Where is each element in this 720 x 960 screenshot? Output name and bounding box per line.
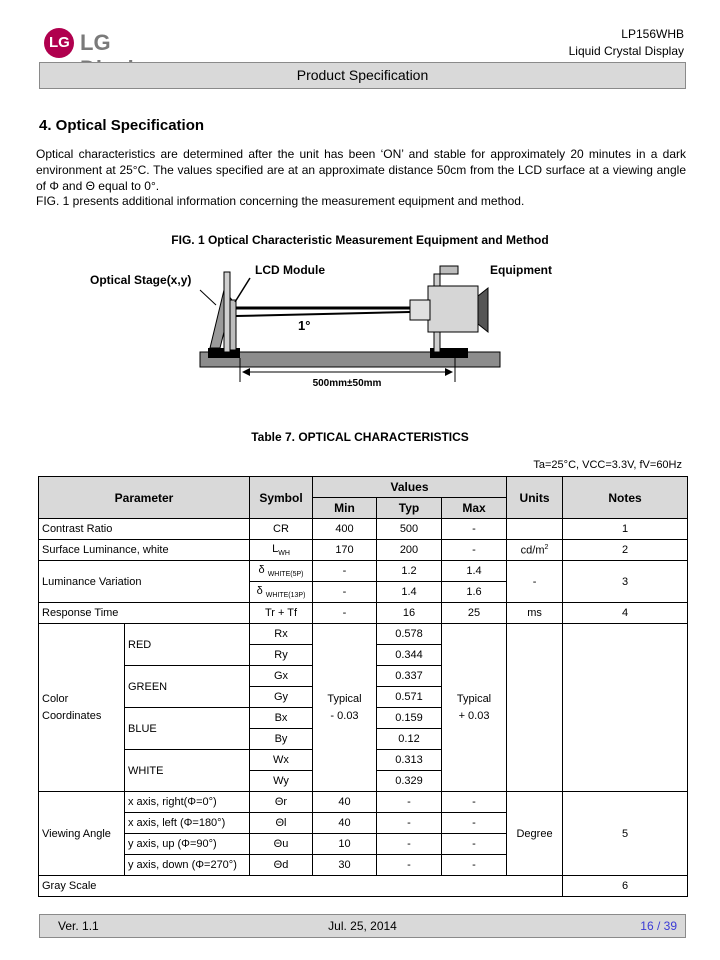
symbol-cr: CR xyxy=(250,519,313,540)
arrowhead-right xyxy=(445,368,453,376)
table-row-gray-scale xyxy=(39,876,688,897)
min-line: - 0.03 xyxy=(330,709,359,722)
header-row xyxy=(39,477,688,498)
header-typ: Typ xyxy=(377,498,442,519)
max-cell: 1.6 xyxy=(442,582,507,603)
model-number: LP156WHB xyxy=(621,27,684,41)
symbol-gx: Gx xyxy=(250,666,313,687)
intro-paragraph: Optical characteristics are determined after the unit has been ‘ON’ and stable for approximately 20 minutes in a dark environment at 25°C. The values specified are at an approximate distance 50cm from the LCD surface at a viewing angle of Φ and Θ equal to 0°. xyxy=(36,147,686,193)
units-cell: Degree xyxy=(507,792,563,876)
figure-reference: FIG. 1 presents additional information concerning the measurement equipment and method. xyxy=(36,194,525,208)
min-cell: 400 xyxy=(313,519,377,540)
note-cell: 4 xyxy=(563,603,688,624)
symbol-lwh xyxy=(250,540,313,561)
lg-logo-icon xyxy=(44,28,74,58)
symbol-theta-l: Θl xyxy=(250,813,313,834)
header-notes: Notes xyxy=(563,477,688,519)
symbol-main: δ xyxy=(256,584,263,597)
param-contrast: Contrast Ratio xyxy=(39,519,250,540)
equipment-body xyxy=(428,286,478,332)
symbol-wx: Wx xyxy=(250,750,313,771)
max-cell: 1.4 xyxy=(442,561,507,582)
table-row-contrast xyxy=(39,519,688,540)
max-cell: - xyxy=(442,519,507,540)
color-min-typical xyxy=(313,624,377,792)
equipment-eyepiece xyxy=(478,288,488,332)
units-cell: ms xyxy=(507,603,563,624)
min-cell: 40 xyxy=(313,813,377,834)
symbol-bx: Bx xyxy=(250,708,313,729)
table-row-response xyxy=(39,603,688,624)
symbol-theta-r: Θr xyxy=(250,792,313,813)
logo-text: LG xyxy=(80,30,111,55)
param-variation: Luminance Variation xyxy=(39,561,250,603)
model-info xyxy=(569,26,684,60)
param-viewing-angle: Viewing Angle xyxy=(39,792,125,876)
note-cell: 1 xyxy=(563,519,688,540)
distance-label: 500mm±50mm xyxy=(312,378,382,389)
table-title: Table 7. OPTICAL CHARACTERISTICS xyxy=(251,430,469,444)
color-group-green: GREEN xyxy=(125,666,250,708)
max-cell: - xyxy=(442,792,507,813)
lcd-pointer xyxy=(235,278,250,302)
symbol-delta-5p xyxy=(250,561,313,582)
color-group-blue: BLUE xyxy=(125,708,250,750)
param-gray-scale: Gray Scale xyxy=(39,876,563,897)
product-type: Liquid Crystal Display xyxy=(568,44,684,58)
beam-lower xyxy=(236,312,410,316)
param-luminance: Surface Luminance, white xyxy=(39,540,250,561)
symbol-main: δ xyxy=(258,563,265,576)
logo-mark: LG xyxy=(49,34,70,51)
header-symbol: Symbol xyxy=(250,477,313,519)
typ-cell: 0.571 xyxy=(377,687,442,708)
view-condition: y axis, up (Φ=90°) xyxy=(125,834,250,855)
symbol-trtf: Tr + Tf xyxy=(250,603,313,624)
view-condition: y axis, down (Φ=270°) xyxy=(125,855,250,876)
typ-cell: - xyxy=(377,855,442,876)
typ-cell: - xyxy=(377,792,442,813)
color-group-red: RED xyxy=(125,624,250,666)
note-cell: 5 xyxy=(563,792,688,876)
symbol-delta-13p xyxy=(250,582,313,603)
color-notes-empty xyxy=(563,624,688,792)
param-color-coordinates xyxy=(39,624,125,792)
typ-cell: 500 xyxy=(377,519,442,540)
typ-cell: 0.337 xyxy=(377,666,442,687)
min-line: Typical xyxy=(327,692,362,705)
units-cell xyxy=(507,540,563,561)
lg-display-logo xyxy=(44,28,194,60)
min-cell: - xyxy=(313,561,377,582)
label-optical-stage: Optical Stage(x,y) xyxy=(90,273,192,287)
max-line: Typical xyxy=(456,692,492,705)
typ-cell: 0.329 xyxy=(377,771,442,792)
table-row-rx xyxy=(39,624,688,645)
footer-version: Ver. 1.1 xyxy=(58,919,99,933)
symbol-rx: Rx xyxy=(250,624,313,645)
equipment-lens xyxy=(410,300,430,320)
typ-cell: 0.578 xyxy=(377,624,442,645)
spec-banner: Product Specification xyxy=(39,62,686,89)
symbol-gy: Gy xyxy=(250,687,313,708)
footer-page-number: 16 / 39 xyxy=(640,919,677,933)
table-row-view-right xyxy=(39,792,688,813)
typ-cell: 0.159 xyxy=(377,708,442,729)
symbol-theta-d: Θd xyxy=(250,855,313,876)
figure-title: FIG. 1 Optical Characteristic Measurement Equipment and Method xyxy=(171,233,549,247)
header-max: Max xyxy=(442,498,507,519)
color-max-typical xyxy=(442,624,507,792)
table-row-variation-5p xyxy=(39,561,688,582)
symbol-theta-u: Θu xyxy=(250,834,313,855)
max-cell: - xyxy=(442,834,507,855)
units-cell: - xyxy=(507,561,563,603)
stage-pointer xyxy=(200,290,216,305)
symbol-sub: WH xyxy=(278,550,290,558)
min-cell: 170 xyxy=(313,540,377,561)
symbol-sub: WHITE(13P) xyxy=(265,592,306,600)
typ-cell: 16 xyxy=(377,603,442,624)
note-cell: 3 xyxy=(563,561,688,603)
param-line: Color xyxy=(42,692,69,705)
color-units-empty xyxy=(507,624,563,792)
footer-date: Jul. 25, 2014 xyxy=(328,919,397,933)
min-cell: - xyxy=(313,582,377,603)
view-condition: x axis, left (Φ=180°) xyxy=(125,813,250,834)
note-cell: 6 xyxy=(563,876,688,897)
color-group-white: WHITE xyxy=(125,750,250,792)
max-cell: - xyxy=(442,813,507,834)
lcd-panel xyxy=(224,272,230,352)
max-cell: - xyxy=(442,855,507,876)
optical-characteristics-table xyxy=(38,476,688,897)
min-cell: 30 xyxy=(313,855,377,876)
typ-cell: 0.344 xyxy=(377,645,442,666)
symbol-main: L xyxy=(272,542,279,555)
arrowhead-left xyxy=(242,368,250,376)
symbol-by: By xyxy=(250,729,313,750)
note-cell: 2 xyxy=(563,540,688,561)
header-values: Values xyxy=(313,477,507,498)
label-equipment: Equipment xyxy=(490,263,552,277)
header-units: Units xyxy=(507,477,563,519)
max-cell: 25 xyxy=(442,603,507,624)
typ-cell: 0.313 xyxy=(377,750,442,771)
typ-cell: - xyxy=(377,813,442,834)
angle-label: 1° xyxy=(298,318,311,333)
symbol-wy: Wy xyxy=(250,771,313,792)
param-line: Coordinates xyxy=(42,709,102,722)
measurement-diagram xyxy=(180,260,520,390)
symbol-ry: Ry xyxy=(250,645,313,666)
param-response: Response Time xyxy=(39,603,250,624)
typ-cell: 200 xyxy=(377,540,442,561)
min-cell: - xyxy=(313,603,377,624)
lcd-back xyxy=(230,300,236,350)
typ-cell: - xyxy=(377,834,442,855)
min-cell: 10 xyxy=(313,834,377,855)
section-title: 4. Optical Specification xyxy=(39,117,205,134)
label-lcd-module: LCD Module xyxy=(255,263,325,277)
max-cell: - xyxy=(442,540,507,561)
view-condition: x axis, right(Φ=0°) xyxy=(125,792,250,813)
equipment-top xyxy=(440,266,458,274)
symbol-sub: WHITE(5P) xyxy=(267,571,304,579)
units-sup: 2 xyxy=(544,543,549,551)
typ-cell: 1.2 xyxy=(377,561,442,582)
units-cell xyxy=(507,519,563,540)
units-text: cd/m xyxy=(520,544,545,557)
page-footer xyxy=(39,914,686,938)
min-cell: 40 xyxy=(313,792,377,813)
measurement-conditions: Ta=25°C, VCC=3.3V, fV=60Hz xyxy=(533,459,682,471)
typ-cell: 0.12 xyxy=(377,729,442,750)
header-parameter: Parameter xyxy=(39,477,250,519)
header-min: Min xyxy=(313,498,377,519)
typ-cell: 1.4 xyxy=(377,582,442,603)
max-line: + 0.03 xyxy=(458,709,490,722)
table-row-luminance xyxy=(39,540,688,561)
